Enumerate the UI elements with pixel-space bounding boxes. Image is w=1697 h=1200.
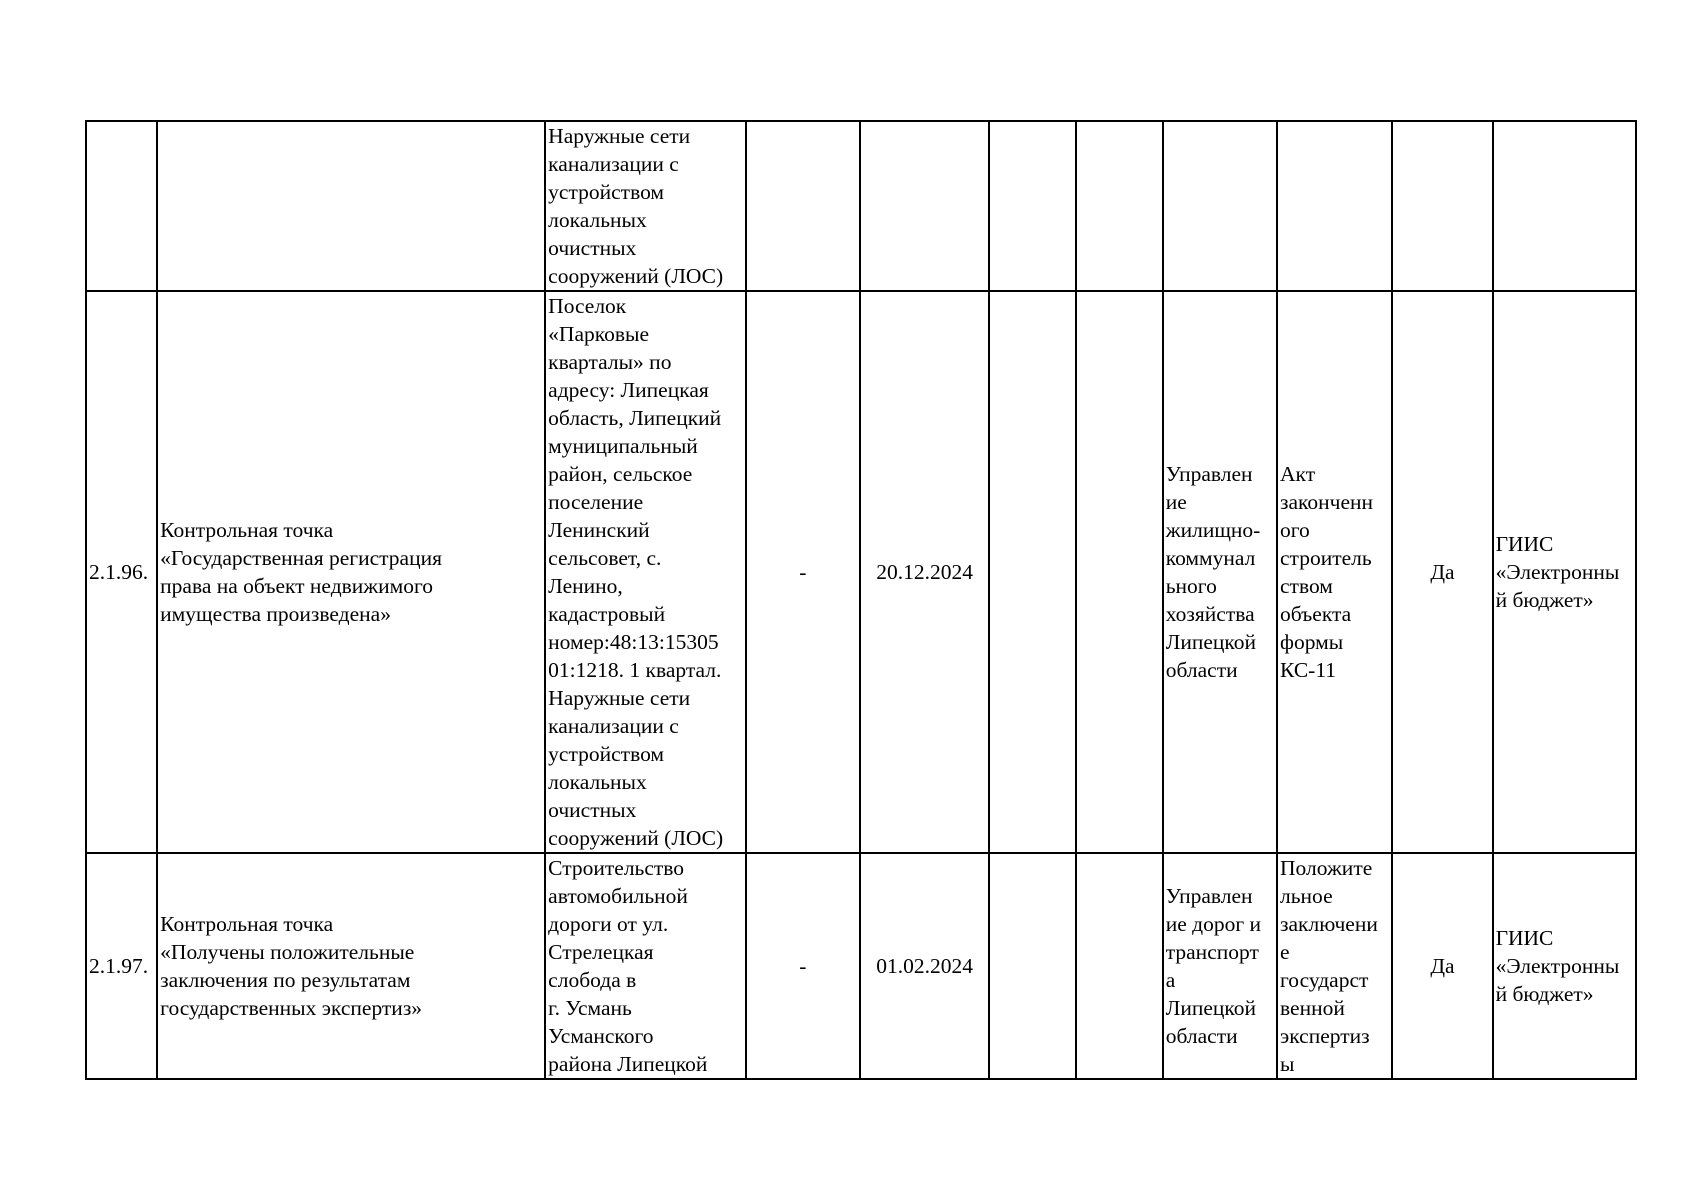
responsible-text: Управлен ие дорог и транспорт а Липецкой области	[1165, 884, 1262, 1048]
responsible-text: Управлен ие жилищно- коммунал ьного хозяйства Липецкой области	[1165, 462, 1261, 682]
control-point-text: Контрольная точка «Государственная регистрация права на объект недвижимого имущества произведена»	[160, 518, 442, 626]
flag-cell	[1392, 121, 1492, 291]
control-point-cell	[157, 291, 545, 853]
object-text: Поселок «Парковые кварталы» по адресу: Липецкая область, Липецкий муниципальный район, сельское поселение Ленинский сельсовет, с. Ленино, кадастровый номер:48:13:15305 01:1218. 1 квартал. Наружные сети канализации с устройством локальных очистных сооружений (ЛОС)	[548, 294, 724, 850]
empty-cell	[1076, 291, 1163, 853]
control-point-cell	[157, 853, 545, 1079]
control-point-text: Контрольная точка «Получены положительные заключения по результатам государственных экспертиз»	[160, 912, 423, 1020]
flag-cell: Да	[1392, 853, 1492, 1079]
system-cell	[1493, 853, 1636, 1079]
start-date-cell: -	[746, 853, 860, 1079]
table-row	[86, 121, 1636, 291]
responsible-cell	[1163, 853, 1277, 1079]
object-cell	[545, 291, 746, 853]
flag-cell: Да	[1392, 291, 1492, 853]
table-row	[86, 853, 1636, 1079]
responsible-cell	[1163, 121, 1277, 291]
table-row	[86, 291, 1636, 853]
empty-cell	[1076, 121, 1163, 291]
end-date-cell: 20.12.2024	[860, 291, 989, 853]
document-cell	[1277, 853, 1392, 1079]
document-text: Положите льное заключени е государст венной экспертиз ы	[1280, 856, 1378, 1076]
system-text: ГИИС «Электронны й бюджет»	[1495, 926, 1620, 1006]
document-cell	[1277, 291, 1392, 853]
system-text: ГИИС «Электронны й бюджет»	[1495, 532, 1620, 612]
document-cell	[1277, 121, 1392, 291]
row-number-cell	[86, 121, 157, 291]
end-date-cell: 01.02.2024	[860, 853, 989, 1079]
end-date-cell	[860, 121, 989, 291]
object-cell	[545, 121, 746, 291]
empty-cell	[989, 121, 1075, 291]
empty-cell	[989, 291, 1075, 853]
control-point-cell	[157, 121, 545, 291]
responsible-cell	[1163, 291, 1277, 853]
start-date-cell: -	[746, 291, 860, 853]
system-cell	[1493, 291, 1636, 853]
object-text: Строительство автомобильной дороги от ул. Стрелецкая слобода в г. Усмань Усманского района Липецкой	[548, 856, 708, 1076]
start-date-cell	[746, 121, 860, 291]
document-text: Акт законченн ого строитель ством объекта формы КС-11	[1280, 462, 1374, 682]
system-cell	[1493, 121, 1636, 291]
empty-cell	[1076, 853, 1163, 1079]
plan-table	[85, 120, 1637, 1080]
row-number-cell: 2.1.97.	[86, 853, 157, 1079]
object-cell	[545, 853, 746, 1079]
empty-cell	[989, 853, 1075, 1079]
object-text: Наружные сети канализации с устройством локальных очистных сооружений (ЛОС)	[548, 124, 724, 288]
row-number-cell: 2.1.96.	[86, 291, 157, 853]
